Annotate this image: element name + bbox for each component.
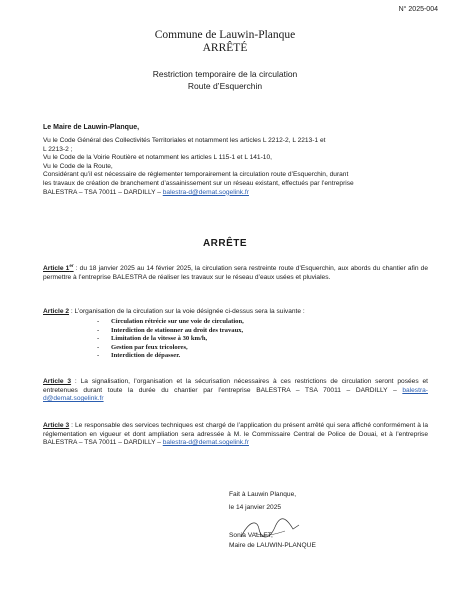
email-link[interactable]: balestra-d@demat.sogelink.fr [162,188,249,196]
preamble-line: L 2213-2 ; [43,145,73,153]
subject-line-2: Route d’Esquerchin [187,81,263,91]
list-item: - Interdiction de dépasser. [97,352,181,360]
email-link[interactable]: balestra-d@demat.sogelink.fr [43,386,428,403]
list-item: - Interdiction de stationner au droit des travaux, [97,326,244,334]
list-item: - Limitation de la vitesse à 30 km/h, [97,335,208,343]
preamble-line-last [43,189,428,198]
article-2-text: : L’organisation de la circulation sur la voie désignée ci-dessus sera la suivante : [69,308,305,315]
commune-name: Commune de Lauwin-Planque [154,29,296,41]
article-1-text: : du 18 janvier 2025 au 14 février 2025, la circulation sera restreinte route d’Esquerchin, aux abords du chantier afin de permettre à l’entreprise BALESTRA de réaliser les travaux sur le réseau d’eaux usées et pluviales. [43,265,428,281]
preamble-contact: BALESTRA – TSA 70011 – DARDILLY – [43,188,163,196]
article-1 [43,262,428,282]
email-link[interactable]: balestra-d@demat.sogelink.fr [162,439,249,447]
preamble-block [43,137,428,197]
article-4-text: : Le responsable des services techniques est chargé de l’application du présent arrêté qui sera affiché conformément à la réglementation en vigueur et dont ampliation sera adressée à M. le Commissaire Central de Police de Douai, et à l’entreprise BALESTRA – TSA 70011 – DARDILLY – [43,422,428,447]
article-2-list [97,318,244,361]
article-4-label: Article 3 [43,422,70,429]
signature-date: le 14 janvier 2025 [229,504,282,511]
reference-number: N° 2025-004 [398,6,438,13]
preamble-line: Vu le Code de la Route, [43,162,113,170]
preamble-line: les travaux de création de branchement d’assainissement sur un réseau existant, effectués par l’entreprise [43,179,354,187]
signature-place: Fait à Lauwin Planque, [229,491,297,498]
article-3-text: : La signalisation, l’organisation et la sécurisation nécessaires à ces restrictions de circulation seront posées et entretenues durant toute la durée du chantier par l’entreprise BALESTRA – TSA 70011 – DARDILLY – [43,378,428,394]
article-3-label: Article 3 [43,378,72,385]
preamble-line: Vu le Code de la Voirie Routière et notamment les articles L 115-1 et L 141-10, [43,154,272,162]
article-3 [43,378,428,404]
article-2-label: Article 2 [43,308,70,315]
subject-line-1: Restriction temporaire de la circulation [152,69,298,79]
preamble-line: Vu le Code Général des Collectivités Territoriales et notamment les articles L 2212-2, L 2213-1 et [43,137,326,144]
list-item: - Gestion par feux tricolores, [97,343,188,351]
arrete-heading: ARRÊTE [202,238,248,249]
article-4 [43,422,428,448]
signatory-title: Maire de LAUWIN-PLANQUE [229,542,316,549]
preamble-line: Considérant qu’il est nécessaire de réglementer temporairement la circulation route d’Esquerchin, durant [43,171,349,179]
list-item: - Circulation rétrécie sur une voie de circulation, [97,318,244,325]
maire-heading: Le Maire de Lauwin-Planque, [43,124,140,131]
signatory-name: Sonia VALLET, [229,532,273,539]
article-2 [43,308,428,317]
document-title: ARRÊTÉ [202,42,248,54]
article-1-label: Article 1er [43,262,74,272]
